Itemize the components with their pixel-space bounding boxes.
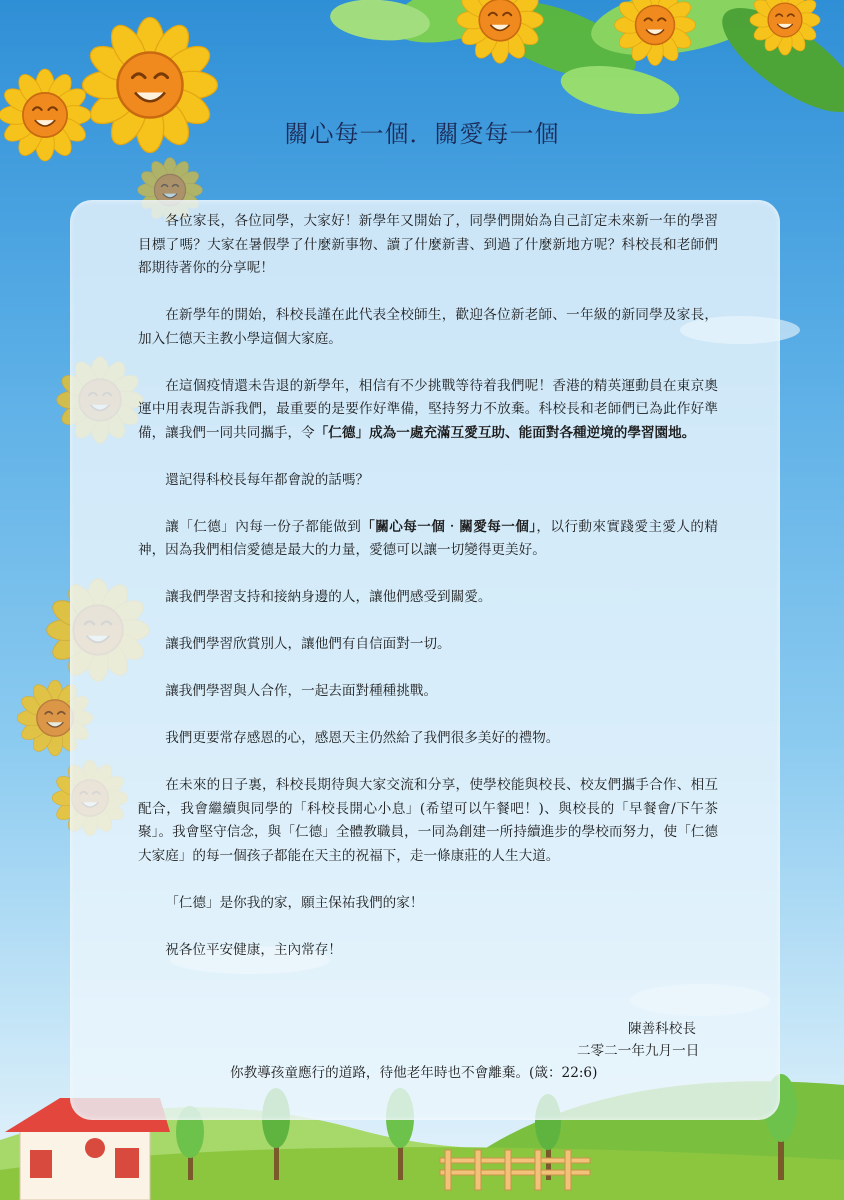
paragraph-blessing: 祝各位平安健康，主內常存！ (165, 941, 342, 958)
paragraph-greeting: 各位家長，各位同學，大家好！新學年又開始了，同學們開始為自己訂定未來新一年的學習目標了嗎？大家在暑假學了什麼新事物、讀了什麼新書、到過了什麼新地方呢？科校長和老師們都期待著你的分享呢！ (138, 213, 718, 276)
motto-tail: ，以行動來實踐愛主愛人的精神，因為我們相信愛德是最大的力量，愛德可以讓一切變得更美好。 (138, 518, 719, 558)
signature-name: 陳善科校長 (628, 1021, 696, 1037)
paragraph-challenge-highlight: 「仁德」成為一處充滿互愛互助、能面對各種逆境的學習園地。 (314, 424, 696, 441)
letter-body (138, 210, 718, 962)
paragraph-motto (138, 516, 718, 563)
paragraph-home: 「仁德」是你我的家，願主保祐我們的家！ (165, 894, 424, 911)
bible-verse: 你教導孩童應行的道路，待他老年時也不會離棄。(箴：22:6) (230, 1065, 598, 1081)
paragraph-future: 在未來的日子裏，科校長期待與大家交流和分享，使學校能與校長、校友們攜手合作、相互配合，我會繼續與同學的「科校長開心小息」(希望可以午餐吧！)、與校長的「早餐會/下午茶聚」。我會堅守信念，與「仁德」全體教職員，一同為創建一所持續進步的學校而努力，使「仁德大家庭」的每一個孩子都能在天主的祝福下，走一條康莊的人生大道。 (138, 777, 718, 864)
paragraph-question: 還記得科校長每年都會說的話嗎？ (165, 471, 370, 488)
paragraph-appreciate: 讓我們學習欣賞別人，讓他們有自信面對一切。 (165, 636, 451, 652)
paragraph-gratitude: 我們更要常存感恩的心，感恩天主仍然給了我們很多美好的禮物。 (165, 730, 560, 746)
paragraph-challenge-text: 在這個疫情還未告退的新學年，相信有不少挑戰等待着我們呢！香港的精英運動員在東京奧運中用表現告訴我們，最重要的是要作好準備，堅持努力不放棄。科校長和老師們已為此作好準備，讓我們一同共同攜手，令 (138, 377, 718, 441)
page-title: 關心每一個．關愛每一個 (284, 120, 560, 148)
motto-lead: 讓「仁德」內每一份子都能做到 (165, 518, 362, 535)
motto-highlight: 「關心每一個‧關愛每一個」 (361, 518, 537, 535)
paragraph-support: 讓我們學習支持和接納身邊的人，讓他們感受到關愛。 (165, 589, 492, 605)
signature-date: 二零二一年九月一日 (577, 1043, 700, 1059)
paragraph-welcome: 在新學年的開始，科校長謹在此代表全校師生，歡迎各位新老師、一年級的新同學及家長，加入仁德天主教小學這個大家庭。 (138, 307, 718, 347)
paragraph-challenge (138, 375, 718, 446)
paragraph-cooperate: 讓我們學習與人合作，一起去面對種種挑戰。 (165, 683, 438, 699)
